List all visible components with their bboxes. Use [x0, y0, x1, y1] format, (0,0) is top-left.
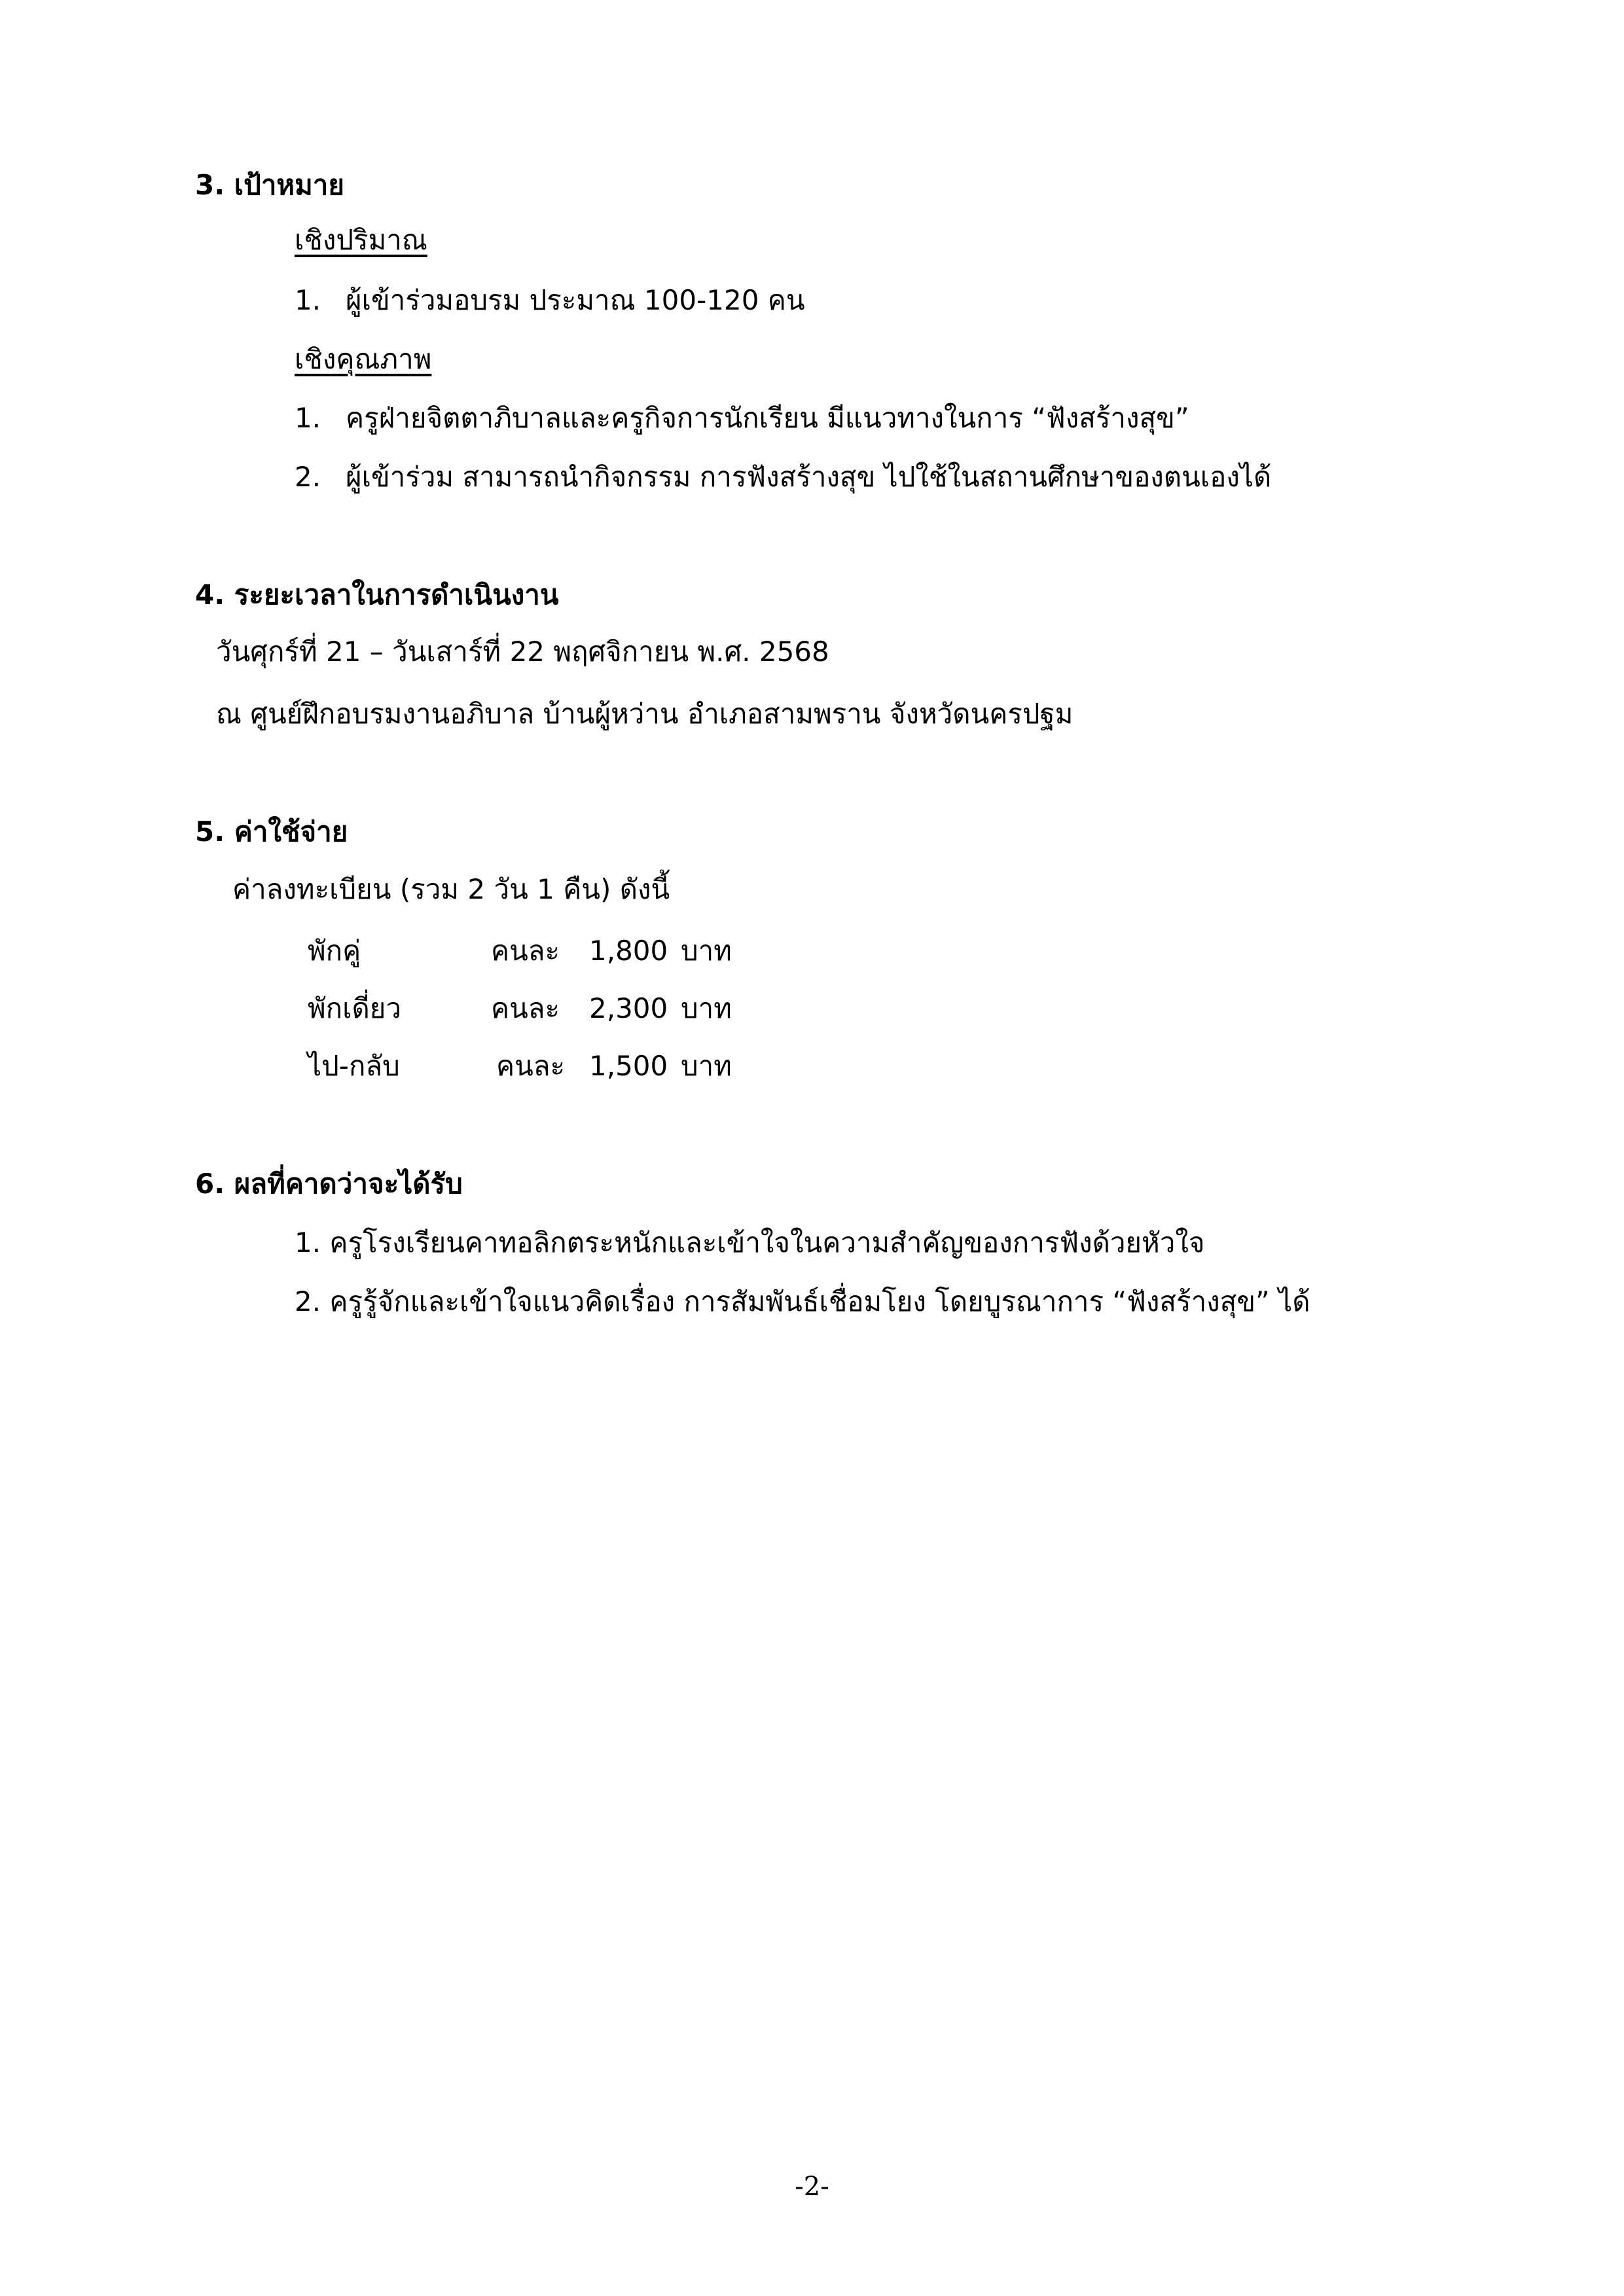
- item-text: ครูฝ่ายจิตตาภิบาลและครูกิจการนักเรียน มีแนวทางในการ “ฟังสร้างสุข”: [346, 402, 1189, 434]
- section-5-heading: 5. ค่าใช้จ่าย: [195, 816, 348, 848]
- quantity-label: เชิงปริมาณ: [295, 224, 427, 256]
- fee-unit: คนละ: [491, 935, 560, 967]
- fee-currency: บาท: [681, 992, 732, 1024]
- fee-name: พักเดี่ยว: [308, 992, 401, 1024]
- item-text: ผู้เข้าร่วม สามารถนำกิจกรรม การฟังสร้างสุข ไปใช้ในสถานศึกษาของตนเองได้: [346, 461, 1272, 493]
- outcome-item: 2. ครูรู้จักและเข้าใจแนวคิดเรื่อง การสัมพันธ์เชื่อมโยง โดยบูรณาการ “ฟังสร้างสุข” ได้: [295, 1285, 1310, 1318]
- fee-row: [0, 1052, 1624, 1085]
- page-number: -2-: [795, 2172, 829, 2202]
- item-number: 2.: [295, 461, 321, 493]
- registration-intro: ค่าลงทะเบียน (รวม 2 วัน 1 คืน) ดังนี้: [232, 873, 670, 905]
- fee-currency: บาท: [681, 935, 732, 967]
- fee-amount: 1,800: [589, 935, 668, 967]
- quality-item: [295, 463, 1271, 491]
- fee-unit: คนละ: [496, 1050, 566, 1082]
- fee-amount: 2,300: [589, 992, 668, 1024]
- fee-unit: คนละ: [491, 992, 560, 1024]
- item-number: 1.: [295, 284, 321, 316]
- fee-name: พักคู่: [308, 935, 361, 967]
- item-number: 1.: [295, 402, 321, 434]
- fee-name: ไป-กลับ: [308, 1050, 400, 1082]
- section-4-heading: 4. ระยะเวลาในการดำเนินงาน: [195, 579, 559, 611]
- outcome-item: 1. ครูโรงเรียนคาทอลิกตระหนักและเข้าใจในความสำคัญของการฟังด้วยหัวใจ: [295, 1227, 1205, 1259]
- fee-currency: บาท: [681, 1050, 732, 1082]
- section-6-heading: 6. ผลที่คาดว่าจะได้รับ: [195, 1168, 463, 1200]
- fee-row: [0, 992, 1624, 1028]
- fee-amount: 1,500: [589, 1050, 668, 1082]
- quantity-item: [295, 284, 805, 316]
- quality-label: เชิงคุณภาพ: [295, 343, 432, 375]
- schedule-place: ณ ศูนย์ฝึกอบรมงานอภิบาล บ้านผู้หว่าน อำเภอสามพราน จังหวัดนครปฐม: [216, 698, 1074, 730]
- schedule-date: วันศุกร์ที่ 21 – วันเสาร์ที่ 22 พฤศจิกายน พ.ศ. 2568: [216, 636, 829, 668]
- section-3-heading: 3. เป้าหมาย: [195, 169, 344, 201]
- item-text: ผู้เข้าร่วมอบรม ประมาณ 100-120 คน: [346, 284, 805, 316]
- fee-row: [0, 937, 1624, 970]
- quality-item: [295, 404, 1189, 432]
